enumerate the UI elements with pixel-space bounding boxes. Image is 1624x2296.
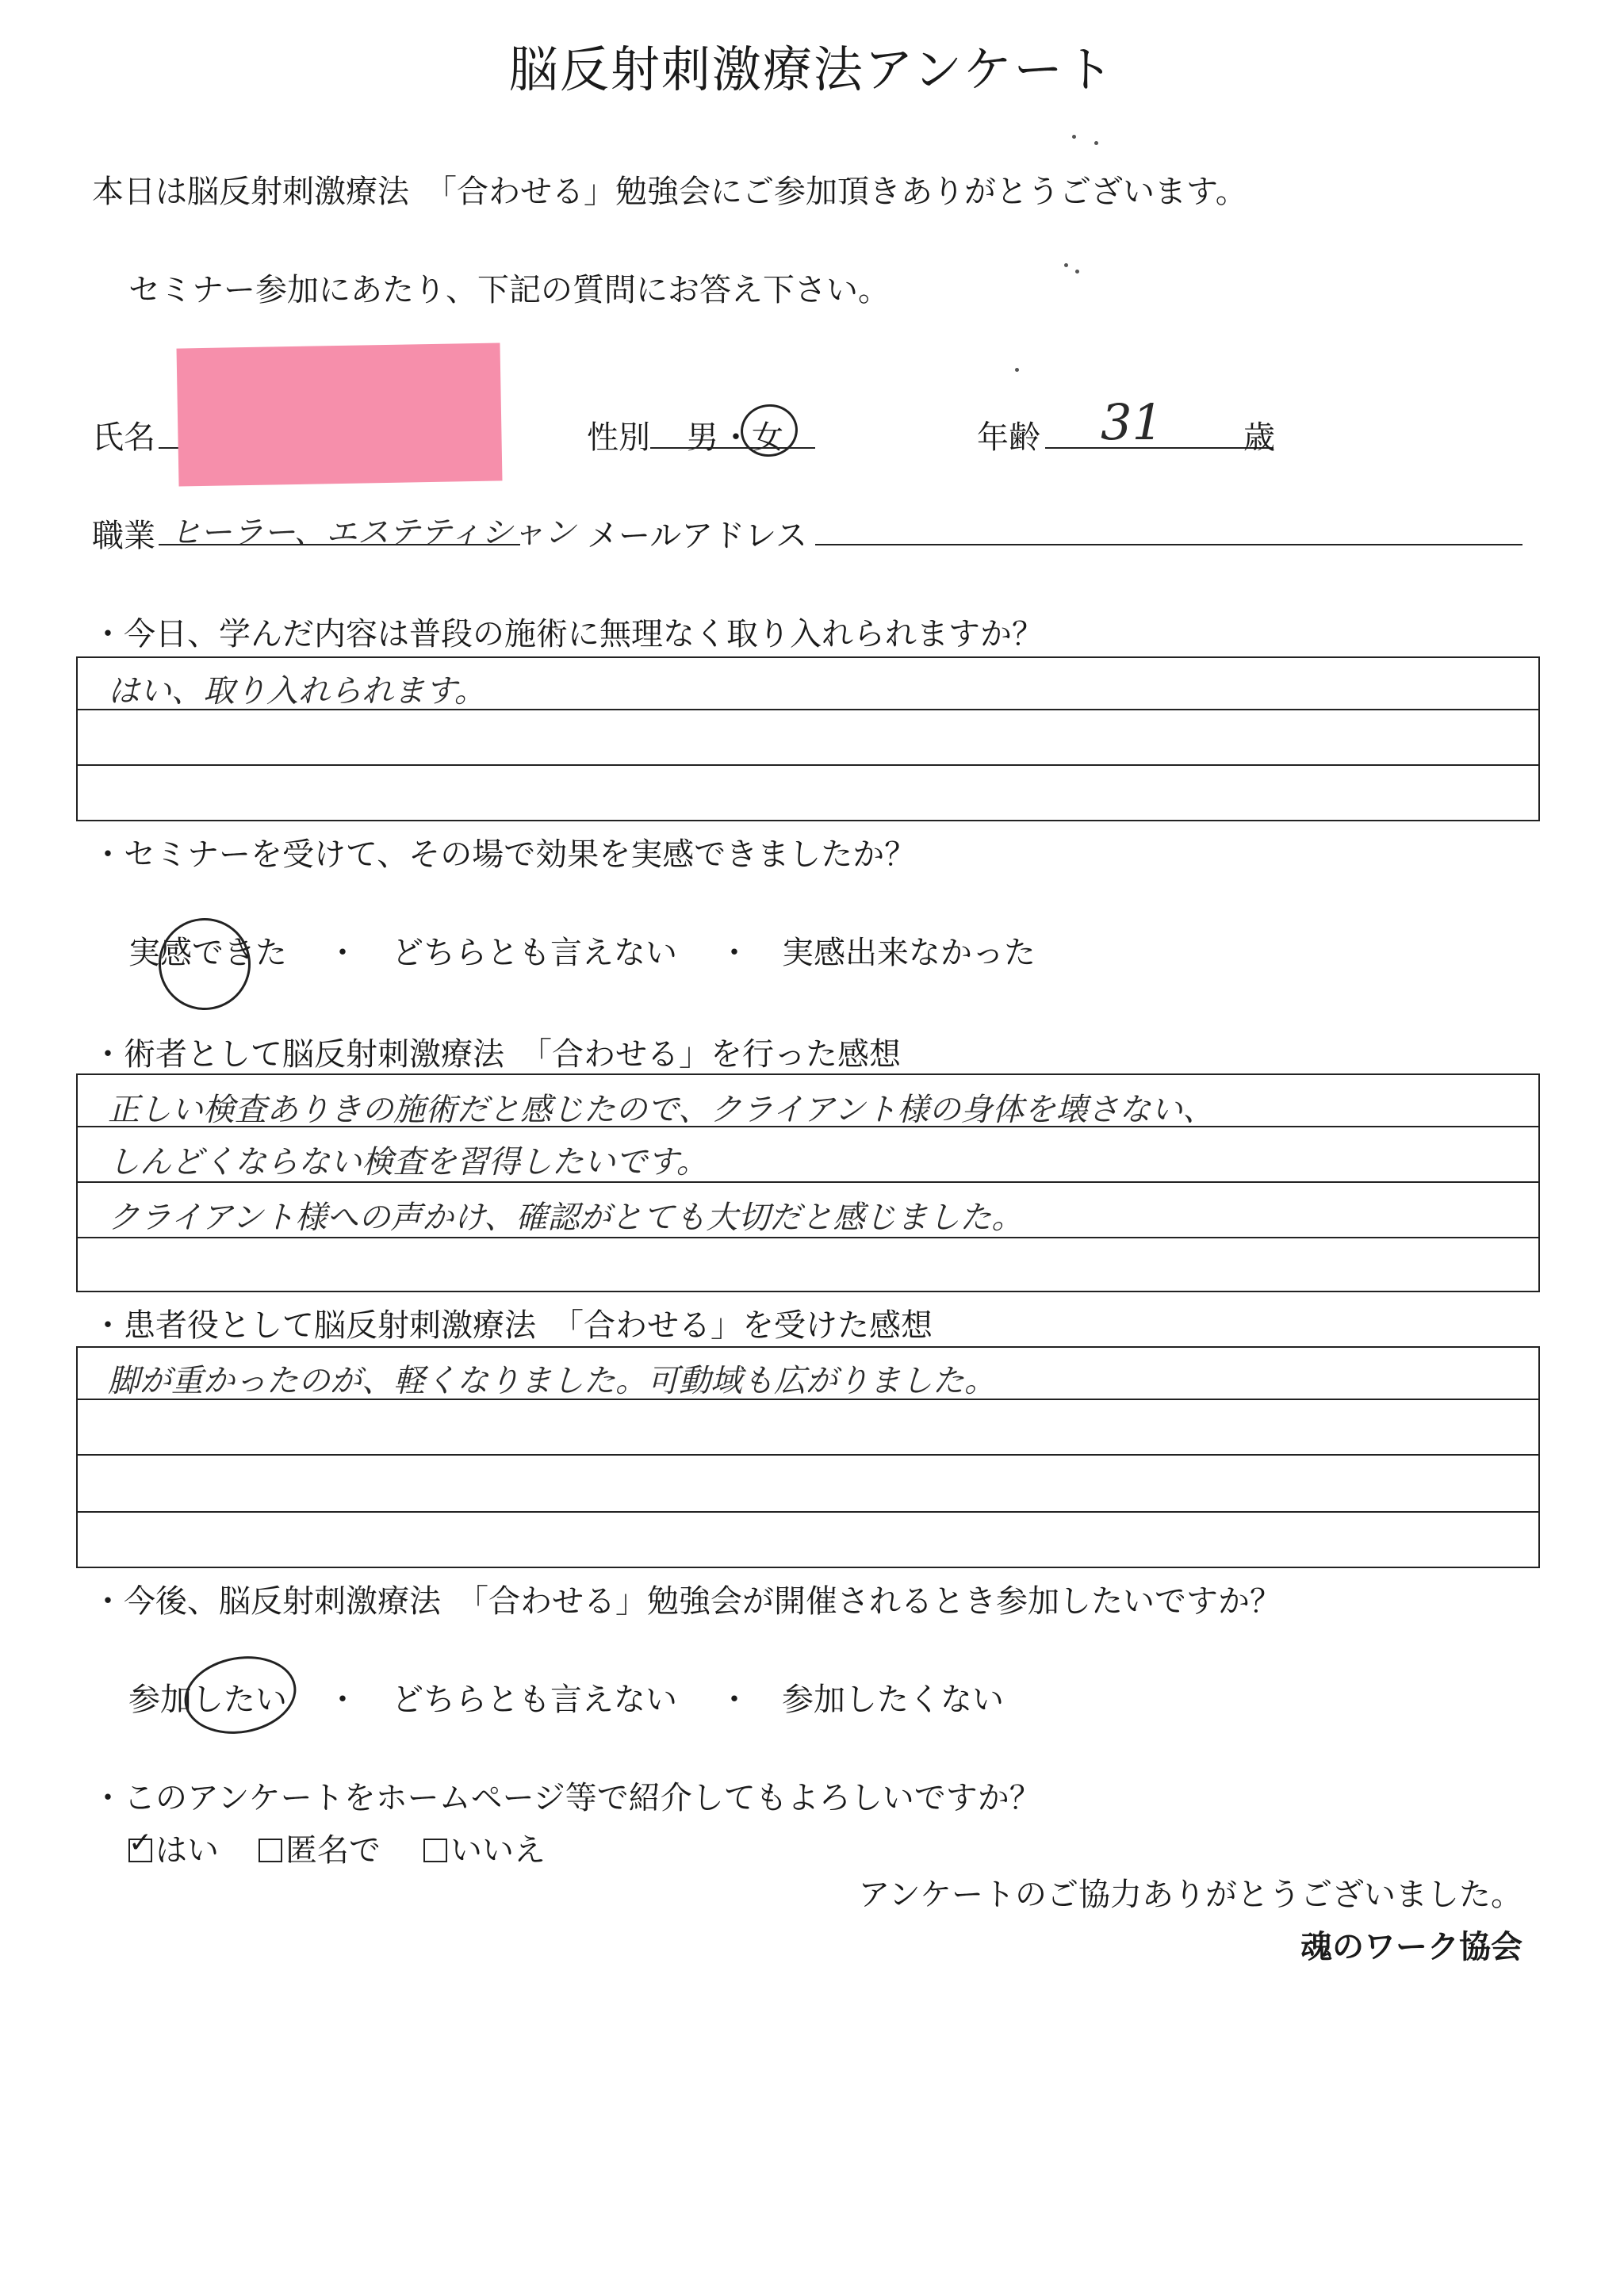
organization-name: 魂のワーク協会 bbox=[1300, 1929, 1522, 1965]
gender-label: 性別 bbox=[587, 419, 650, 456]
option-separator: ・ bbox=[327, 1682, 358, 1718]
answer-box-3 bbox=[76, 1073, 1540, 1292]
checkbox-empty bbox=[259, 1839, 282, 1862]
question-3: ・術者として脳反射刺激療法 「合わせる」を行った感想 bbox=[92, 1036, 901, 1073]
effect-option-neutral: どちらとも言えない bbox=[392, 935, 677, 971]
instruction-text: セミナー参加にあたり、下記の質問にお答え下さい。 bbox=[128, 272, 890, 308]
email-label: メールアドレス bbox=[587, 518, 807, 554]
age-underline bbox=[1045, 447, 1274, 449]
name-label: 氏名 bbox=[92, 419, 155, 456]
effect-option-yes: 実感できた bbox=[128, 935, 287, 971]
redaction-sticker bbox=[177, 342, 503, 486]
option-separator: ・ bbox=[327, 935, 358, 971]
effect-option-no: 実感出来なかった bbox=[782, 935, 1036, 971]
publish-choice-no: いいえ bbox=[423, 1825, 546, 1870]
scan-speck bbox=[1094, 141, 1098, 145]
gender-separator: ・ bbox=[720, 419, 752, 456]
job-underline bbox=[159, 544, 520, 545]
gender-male-option: 男 bbox=[687, 419, 718, 456]
survey-title: 脳反射刺激療法アンケート bbox=[508, 40, 1116, 98]
question-4: ・患者役として脳反射刺激療法 「合わせる」を受けた感想 bbox=[92, 1307, 933, 1344]
gender-underline bbox=[650, 447, 815, 449]
age-label: 年齢 bbox=[977, 419, 1040, 456]
scan-speck bbox=[1075, 270, 1079, 274]
question-2: ・セミナーを受けて、その場で効果を実感できましたか？ bbox=[92, 836, 917, 873]
email-underline bbox=[815, 544, 1522, 545]
scan-speck bbox=[1015, 368, 1019, 372]
attend-option-no: 参加したくない bbox=[782, 1682, 1004, 1718]
question-6: ・このアンケートをホームページ等で紹介してもよろしいですか？ bbox=[92, 1780, 1041, 1816]
job-label: 職業 bbox=[92, 518, 155, 554]
question-1: ・今日、学んだ内容は普段の施術に無理なく取り入れられますか？ bbox=[92, 616, 1044, 652]
answer-4-line-1: 脚が重かったのが、軽くなりました。可動域も広がりました。 bbox=[108, 1363, 996, 1399]
gender-female-option: 女 bbox=[752, 419, 783, 456]
answer-3-line-3: クライアント様への声かけ、確認がとても大切だと感じました。 bbox=[108, 1200, 1024, 1236]
checkbox-empty bbox=[423, 1839, 447, 1862]
answer-box-4 bbox=[76, 1346, 1540, 1568]
answer-3-line-2: しんどくならない検査を習得したいです。 bbox=[108, 1144, 708, 1181]
age-value: 31 bbox=[1101, 393, 1163, 451]
job-value: ヒーラー、エステティシャン bbox=[170, 515, 576, 551]
scan-speck bbox=[1072, 135, 1076, 139]
closing-thanks: アンケートのご協力ありがとうございました。 bbox=[858, 1877, 1522, 1913]
attend-option-yes: 参加したい bbox=[128, 1682, 287, 1718]
age-unit: 歳 bbox=[1243, 419, 1275, 456]
checkbox-checked bbox=[128, 1827, 153, 1862]
answer-3-line-1: 正しい検査ありきの施術だと感じたので、クライアント様の身体を壊さない、 bbox=[108, 1092, 1215, 1128]
answer-box-1 bbox=[76, 656, 1540, 821]
intro-text: 本日は脳反射刺激療法 「合わせる」勉強会にご参加頂きありがとうございます。 bbox=[92, 174, 1247, 210]
scan-speck bbox=[1064, 263, 1068, 267]
attend-yes-circle-mark bbox=[178, 1647, 303, 1742]
option-separator: ・ bbox=[718, 935, 750, 971]
question-5: ・今後、脳反射刺激療法 「合わせる」勉強会が開催されるとき参加したいですか？ bbox=[92, 1583, 1281, 1620]
publish-choice-anonymous: 匿名で bbox=[259, 1825, 381, 1870]
answer-1-line-1: はい、取り入れられます。 bbox=[108, 673, 486, 710]
option-separator: ・ bbox=[718, 1682, 750, 1718]
publish-choice-yes: ✓ はい bbox=[128, 1827, 219, 1869]
check-mark-icon: ✓ bbox=[128, 1827, 153, 1859]
attend-option-neutral: どちらとも言えない bbox=[392, 1682, 677, 1718]
